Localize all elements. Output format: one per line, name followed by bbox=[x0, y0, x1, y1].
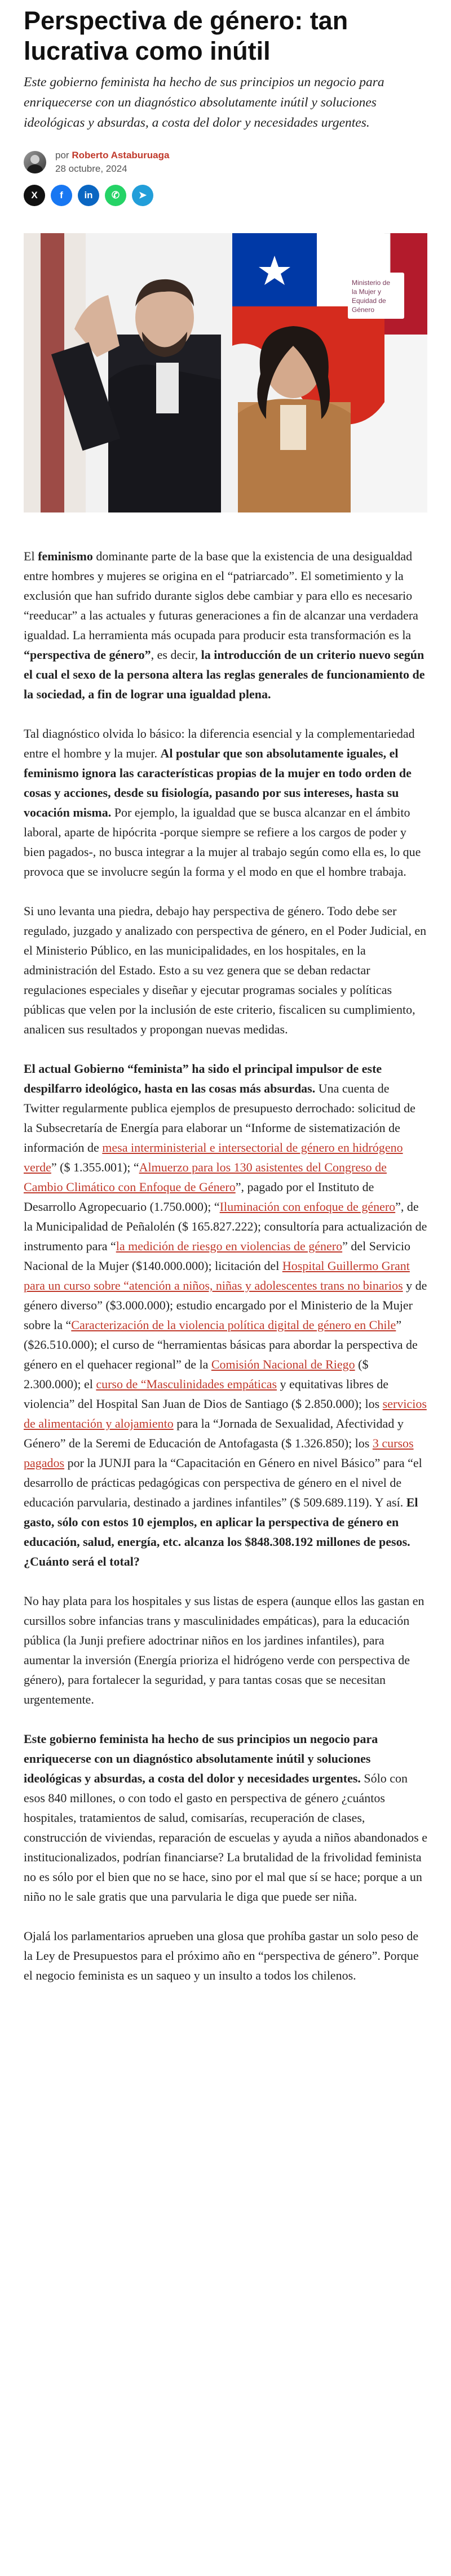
bold-text: “perspectiva de género” bbox=[24, 648, 151, 662]
whatsapp-share-button[interactable] bbox=[105, 185, 126, 206]
bold-text: Este gobierno feminista ha hecho de sus principios un negocio para enriquecerse con un diagnóstico absolutamente inútil y soluciones ideológicas y absurdas, a costa del dolor y necesidades urgentes. bbox=[24, 1732, 378, 1785]
inline-link[interactable]: la medición de riesgo en violencias de género bbox=[116, 1239, 343, 1253]
inline-link[interactable]: curso de “Masculinidades empáticas bbox=[96, 1377, 277, 1391]
text-run: El bbox=[24, 549, 38, 563]
inline-link[interactable]: servicios de alimentación y alojamiento bbox=[24, 1397, 427, 1430]
facebook-share-button[interactable] bbox=[51, 185, 72, 206]
text-run: y de género diverso” ($3.000.000); estudio encargado por el Ministerio de la Mujer sobre la “ bbox=[24, 1278, 427, 1332]
x-icon: X bbox=[31, 190, 38, 200]
hero-badge-line1: Ministerio de bbox=[352, 279, 391, 287]
text-run: ” ($ 1.355.001); “ bbox=[51, 1160, 139, 1174]
inline-link[interactable]: mesa interministerial e intersectorial de género en hidrógeno verde bbox=[24, 1140, 403, 1174]
text-run: ” ($26.510.000); el curso de “herramientas básicas para abordar la perspectiva de género en el quehacer regional” de la bbox=[24, 1318, 418, 1371]
text-run: para la “Jornada de Sexualidad, Afectividad y Género” de la Seremi de Educación de Antofagasta ($ 1.326.850); los bbox=[24, 1416, 404, 1450]
inline-link[interactable]: Iluminación con enfoque de género bbox=[219, 1200, 396, 1214]
whatsapp-icon: ✆ bbox=[111, 190, 120, 200]
by-prefix: por bbox=[55, 150, 69, 161]
publish-date: 28 octubre, 2024 bbox=[55, 163, 127, 174]
text-run: ($ 2.300.000); el bbox=[24, 1357, 369, 1391]
x-share-button[interactable] bbox=[24, 185, 45, 206]
text-run: por la JUNJI para la “Capacitación en Género en nivel Básico” para “el desarrollo de prácticas pedagógicas con perspectiva de género en el nivel de educación parvularia, destinado a jardines infantiles” ($ 509.689.119). Y así. bbox=[24, 1456, 422, 1509]
article-body bbox=[24, 546, 427, 1985]
text-run: Ojalá los parlamentarios aprueben una glosa que prohíba gastar un solo peso de la Ley de Presupuestos para el próximo año en “perspectiva de género”. Porque el negocio feminista es un saqueo y un insulto a todos los chilenos. bbox=[24, 1929, 419, 1982]
facebook-icon: f bbox=[60, 190, 63, 200]
article-paragraph bbox=[24, 546, 427, 704]
bold-text: feminismo bbox=[38, 549, 93, 563]
article-paragraph bbox=[24, 724, 427, 881]
bold-text: El gasto, sólo con estos 10 ejemplos, en aplicar la perspectiva de género en educación, salud, energía, etc. alcanza los $848.308.192 millones de pesos. ¿Cuánto será el total? bbox=[24, 1495, 418, 1568]
inline-link[interactable]: Comisión Nacional de Riego bbox=[211, 1357, 355, 1371]
telegram-share-button[interactable] bbox=[132, 185, 153, 206]
article-page bbox=[0, 6, 451, 1985]
article-subtitle: Este gobierno feminista ha hecho de sus principios un negocio para enriquecerse con un diagnóstico absolutamente inútil y soluciones ideológicas y absurdas, a costa del dolor y necesidades urgentes. bbox=[24, 75, 384, 130]
byline bbox=[24, 150, 427, 175]
hero-badge-line4: Género bbox=[352, 306, 375, 314]
text-run: Por ejemplo, la igualdad que se busca alcanzar en el ámbito laboral, aparte de hipócrita -porque siempre se refiere a los cargos de poder y bien pagados-, no busca integrar a la mujer al trabajo según como ella es, lo que provoca que se involucre según la forma y el modo en que el hombre trabaja. bbox=[24, 805, 421, 879]
article-paragraph bbox=[24, 901, 427, 1039]
text-run: y equitativas libres de violencia” del Hospital San Juan de Dios de Santiago ($ 2.850.000); los bbox=[24, 1377, 388, 1411]
text-run: ”, pagado por el Instituto de Desarrollo Agropecuario (1.750.000); “ bbox=[24, 1180, 374, 1214]
inline-link[interactable]: 3 cursos pagados bbox=[24, 1436, 414, 1470]
article-paragraph bbox=[24, 1926, 427, 1985]
bold-text: Al postular que son absolutamente iguales, el feminismo ignora las características propias de la mujer en todo orden de cosas y acciones, desde su fisiología, pasando por sus intereses, hasta su vocación misma. bbox=[24, 746, 412, 819]
text-run: , es decir, bbox=[151, 648, 201, 662]
text-run: Sólo con esos 840 millones, o con todo el gasto en perspectiva de género ¿cuántos hospitales, tratamientos de salud, comisarías, recuperación de clases, construcción de viviendas, reparación de escuelas y ayuda a niños abandonados e institucionalizados, podrían financiarse? La brutalidad de la frivolidad feminista no es sólo por el bien que no se hace, sino por el mal que sí se hace; porque a un niño no le sale gratis que una parvularia le diga que puede ser niña. bbox=[24, 1771, 427, 1904]
text-run: No hay plata para los hospitales y sus listas de espera (aunque ellos las gastan en cursillos sobre infancias trans y masculinidades empáticas), para la educación pública (la Junji prefiere adoctrinar niños en los jardines infantiles), para aumentar la inversión (Energía prioriza el hidrógeno verde con perspectiva de género), para fortalecer la seguridad, y para tantas cosas que se necesitan urgentemente. bbox=[24, 1594, 425, 1706]
article-title: Perspectiva de género: tan lucrativa como inútil bbox=[24, 6, 348, 65]
inline-link[interactable]: Hospital Guillermo Grant para un curso sobre “atención a niños, niñas y adolescentes trans no binarios bbox=[24, 1259, 410, 1293]
bold-text: El actual Gobierno “feminista” ha sido el principal impulsor de este despilfarro ideológico, hasta en las cosas más absurdas. bbox=[24, 1062, 382, 1095]
author-line bbox=[55, 150, 169, 161]
hero-badge-line2: la Mujer y bbox=[352, 288, 382, 296]
linkedin-share-button[interactable] bbox=[78, 185, 99, 206]
article-hero-image bbox=[24, 233, 427, 512]
text-run: dominante parte de la base que la existencia de una desigualdad entre hombres y mujeres se origina en el “patriarcado”. El sometimiento y la exclusión que han sufrido durante siglos debe cambiar y para ello es necesario “reeducar” a las actuales y futuras generaciones a fin de alcanzar una verdadera igualdad. La herramienta más ocupada para producir esta transformación es la bbox=[24, 549, 418, 642]
text-run: Si uno levanta una piedra, debajo hay perspectiva de género. Todo debe ser regulado, juzgado y analizado con perspectiva de género, en el Poder Judicial, en el Ministerio Público, en las municipalidades, en los hospitales, en la administración del Estado. Esto a su vez genera que se deban redactar regulaciones especiales y diseñar y ejecutar programas sociales y políticas públicas que velen por la inclusión de este criterio, fiscalicen su cumplimiento, analicen sus resultados y propongan nuevas medidas. bbox=[24, 904, 427, 1036]
byline-text bbox=[55, 150, 169, 175]
hero-photo bbox=[24, 233, 427, 512]
article-paragraph bbox=[24, 1729, 427, 1906]
bold-text: la introducción de un criterio nuevo según el cual el sexo de la persona altera las reglas generales de funcionamiento de la sociedad, a fin de lograr una igualdad plena. bbox=[24, 648, 425, 701]
inline-link[interactable]: Almuerzo para los 130 asistentes del Congreso de Cambio Climático con Enfoque de Género bbox=[24, 1160, 387, 1194]
article-paragraph bbox=[24, 1059, 427, 1571]
text-run: Tal diagnóstico olvida lo básico: la diferencia esencial y la complementariedad entre el hombre y la mujer. bbox=[24, 727, 415, 760]
text-run: Una cuenta de Twitter regularmente publica ejemplos de presupuesto derrochado: solicitud de la Subsecretaría de Energía para elaborar un “Informe de sistematización de información de bbox=[24, 1081, 415, 1155]
text-run: ” del Servicio Nacional de la Mujer ($140.000.000); licitación del bbox=[24, 1239, 411, 1273]
linkedin-icon: in bbox=[84, 190, 93, 200]
text-run: ”, de la Municipalidad de Peñalolén ($ 165.827.222); consultoría para actualización de instrumento para “ bbox=[24, 1200, 427, 1253]
author-avatar[interactable] bbox=[24, 151, 46, 173]
hero-badge-line3: Equidad de bbox=[352, 297, 386, 305]
inline-link[interactable]: Caracterización de la violencia política digital de género en Chile bbox=[71, 1318, 396, 1332]
share-buttons bbox=[24, 185, 427, 206]
author-link[interactable]: Roberto Astaburuaga bbox=[72, 150, 170, 161]
article-paragraph bbox=[24, 1591, 427, 1709]
telegram-icon: ➤ bbox=[138, 190, 147, 200]
